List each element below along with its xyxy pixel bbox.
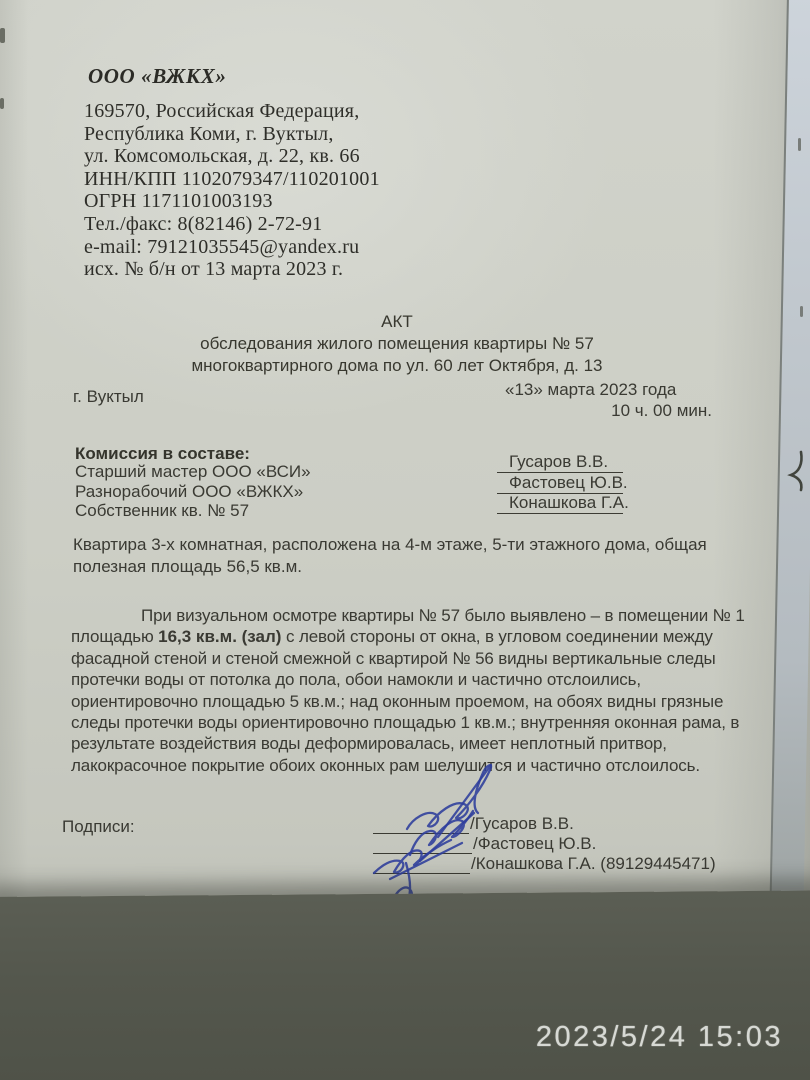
title-line: многоквартирного дома по ул. 60 лет Октября, д. 13 xyxy=(191,356,603,375)
paper-speck xyxy=(798,138,801,151)
address-line: Республика Коми, г. Вуктыл, xyxy=(84,122,334,145)
findings-text-start: При визуальном осмотре квартиры № 57 было выявлено – в помещении № 1 площадью xyxy=(71,606,745,647)
address-line: e-mail: 79121035545@yandex.ru xyxy=(84,235,360,258)
address-line: ИНН/КПП 1102079347/110201001 xyxy=(84,167,380,190)
signature-name: /Фастовец Ю.В. xyxy=(473,834,597,853)
paper-speck xyxy=(0,98,4,109)
act-title xyxy=(0,311,802,377)
letterhead-company: ООО «ВЖКХ» xyxy=(88,64,227,88)
date-time-block xyxy=(505,380,712,421)
address-line: Тел./факс: 8(82146) 2-72-91 xyxy=(84,212,323,235)
address-line: ОГРН 1171101003193 xyxy=(84,190,273,213)
commission-heading: Комиссия в составе: xyxy=(75,444,250,463)
time-label: 10 ч. 00 мин. xyxy=(611,401,712,420)
member-name: Гусаров В.В. xyxy=(497,452,623,473)
city-label: г. Вуктыл xyxy=(73,387,144,406)
address-line: исх. № б/н от 13 марта 2023 г. xyxy=(84,258,344,281)
signature-stroke xyxy=(407,765,491,829)
camera-timestamp: 2023/5/24 15:03 xyxy=(535,1021,783,1053)
findings-text-rest: с левой стороны от окна, в угловом соединении между фасадной стеной и стеной смежной с квартирой № 56 видны вертикальные следы протечки воды от потолка до пола, обои намокли и частично отслоились, ориентировочно площадью 5 кв.м.; над оконным проемом, на обоях видны грязные следы протечки воды ориентировочно площадью 1 кв.м.; внутренняя оконная рама, в результате воздействия воды деформировалась, имеет неплотный притвор, лакокрасочное покрытие обоих оконных рам шелушится и частично отслоилось. xyxy=(71,627,740,775)
edge-clip-mark xyxy=(786,450,808,492)
paper-speck xyxy=(800,306,803,317)
paper-speck xyxy=(0,28,5,43)
member-role: Собственник кв. № 57 xyxy=(75,501,250,520)
letterhead-address xyxy=(84,100,380,281)
signatures-label: Подписи: xyxy=(62,817,135,836)
title-line: АКТ xyxy=(381,312,413,331)
findings-paragraph xyxy=(71,605,761,776)
member-name: Конашкова Г.А. xyxy=(497,493,623,514)
signature-name: /Конашкова Г.А. (89129445471) xyxy=(471,854,716,873)
apartment-note: Квартира 3-х комнатная, расположена на 4-м этаже, 5-ти этажного дома, общая полезная площадь 56,5 кв.м. xyxy=(73,535,707,576)
findings-area-bold: 16,3 кв.м. (зал) xyxy=(158,627,282,647)
member-role: Старший мастер ООО «ВСИ» xyxy=(75,462,311,481)
address-line: 169570, Российская Федерация, xyxy=(84,100,360,122)
address-line: ул. Комсомольская, д. 22, кв. 66 xyxy=(84,145,360,168)
signature-name: /Гусаров В.В. xyxy=(470,814,574,833)
member-name: Фастовец Ю.В. xyxy=(497,473,623,494)
title-line: обследования жилого помещения квартиры № 57 xyxy=(200,334,594,353)
date-label: «13» марта 2023 года xyxy=(505,380,677,399)
member-role: Разнорабочий ООО «ВЖКХ» xyxy=(75,482,304,501)
